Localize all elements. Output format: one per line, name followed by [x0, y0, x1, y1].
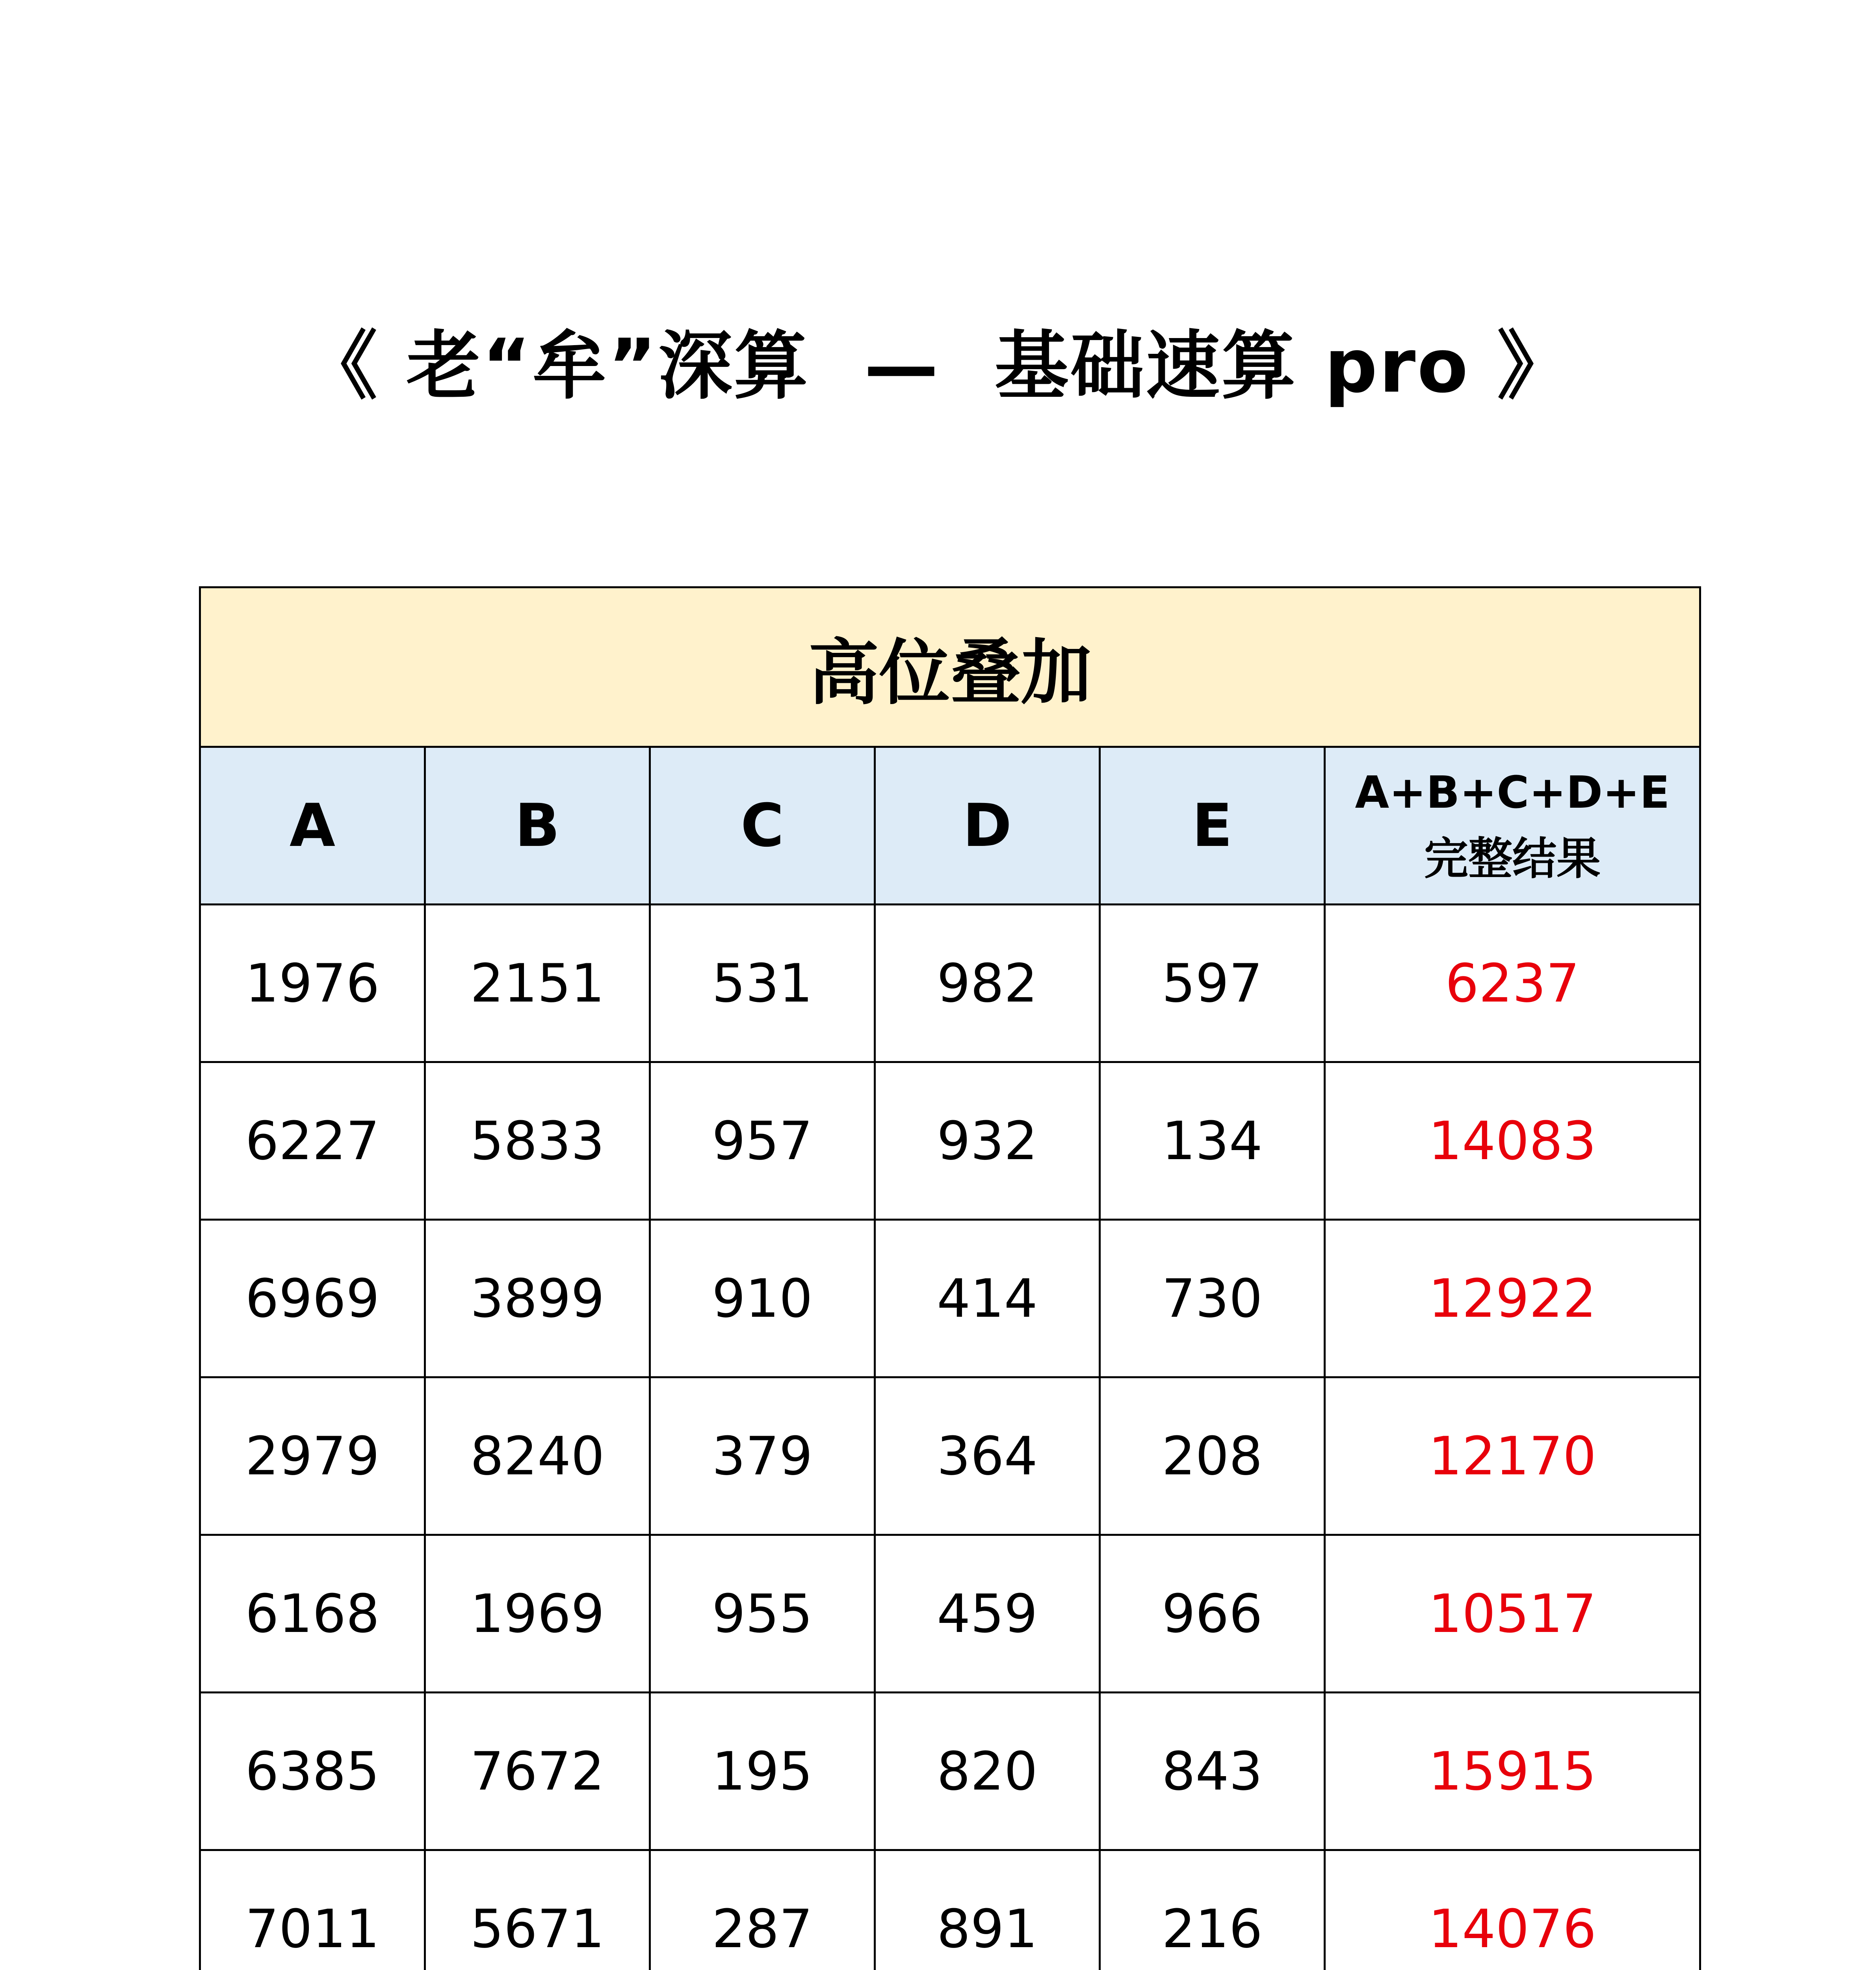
cell-total: 15915 [1325, 1693, 1700, 1850]
cell-a: 7011 [200, 1850, 425, 1970]
cell-b: 5833 [425, 1062, 650, 1220]
table-row [200, 1377, 1700, 1535]
cell-c: 531 [650, 905, 875, 1062]
table-row [200, 1693, 1700, 1850]
cell-total: 14083 [1325, 1062, 1700, 1220]
cell-c: 379 [650, 1377, 875, 1535]
table-row [200, 1220, 1700, 1377]
banner-row [200, 587, 1700, 747]
header-c: C [650, 747, 875, 905]
header-row [200, 747, 1700, 905]
cell-e: 208 [1100, 1377, 1325, 1535]
cell-total: 12922 [1325, 1220, 1700, 1377]
cell-a: 6227 [200, 1062, 425, 1220]
cell-a: 6168 [200, 1535, 425, 1693]
header-b: B [425, 747, 650, 905]
page-title: 《 老“牟”深算 — 基础速算 pro 》 [303, 323, 1573, 409]
cell-c: 910 [650, 1220, 875, 1377]
cell-d: 414 [875, 1220, 1100, 1377]
cell-d: 364 [875, 1377, 1100, 1535]
header-d: D [875, 747, 1100, 905]
cell-total: 10517 [1325, 1535, 1700, 1693]
cell-d: 891 [875, 1850, 1100, 1970]
cell-b: 8240 [425, 1377, 650, 1535]
cell-a: 1976 [200, 905, 425, 1062]
table-row [200, 1850, 1700, 1970]
cell-b: 7672 [425, 1693, 650, 1850]
cell-b: 5671 [425, 1850, 650, 1970]
cell-b: 1969 [425, 1535, 650, 1693]
header-e: E [1100, 747, 1325, 905]
cell-c: 957 [650, 1062, 875, 1220]
cell-e: 730 [1100, 1220, 1325, 1377]
cell-total: 14076 [1325, 1850, 1700, 1970]
cell-e: 216 [1100, 1850, 1325, 1970]
table-row [200, 905, 1700, 1062]
header-total-formula: A+B+C+D+E [1355, 767, 1670, 818]
cell-a: 2979 [200, 1377, 425, 1535]
table-banner: 高位叠加 [200, 587, 1700, 747]
cell-e: 597 [1100, 905, 1325, 1062]
header-total-caption: 完整结果 [1424, 833, 1601, 885]
cell-e: 843 [1100, 1693, 1325, 1850]
table-row [200, 1535, 1700, 1693]
header-total [1325, 747, 1700, 905]
cell-d: 982 [875, 905, 1100, 1062]
cell-d: 932 [875, 1062, 1100, 1220]
addition-table [199, 586, 1701, 1970]
cell-total: 12170 [1325, 1377, 1700, 1535]
cell-e: 966 [1100, 1535, 1325, 1693]
table-row [200, 1062, 1700, 1220]
cell-a: 6969 [200, 1220, 425, 1377]
cell-a: 6385 [200, 1693, 425, 1850]
cell-total: 6237 [1325, 905, 1700, 1062]
table-body [200, 587, 1700, 1970]
cell-c: 195 [650, 1693, 875, 1850]
cell-d: 820 [875, 1693, 1100, 1850]
header-a: A [200, 747, 425, 905]
cell-e: 134 [1100, 1062, 1325, 1220]
cell-c: 287 [650, 1850, 875, 1970]
cell-d: 459 [875, 1535, 1100, 1693]
cell-b: 3899 [425, 1220, 650, 1377]
cell-c: 955 [650, 1535, 875, 1693]
cell-b: 2151 [425, 905, 650, 1062]
